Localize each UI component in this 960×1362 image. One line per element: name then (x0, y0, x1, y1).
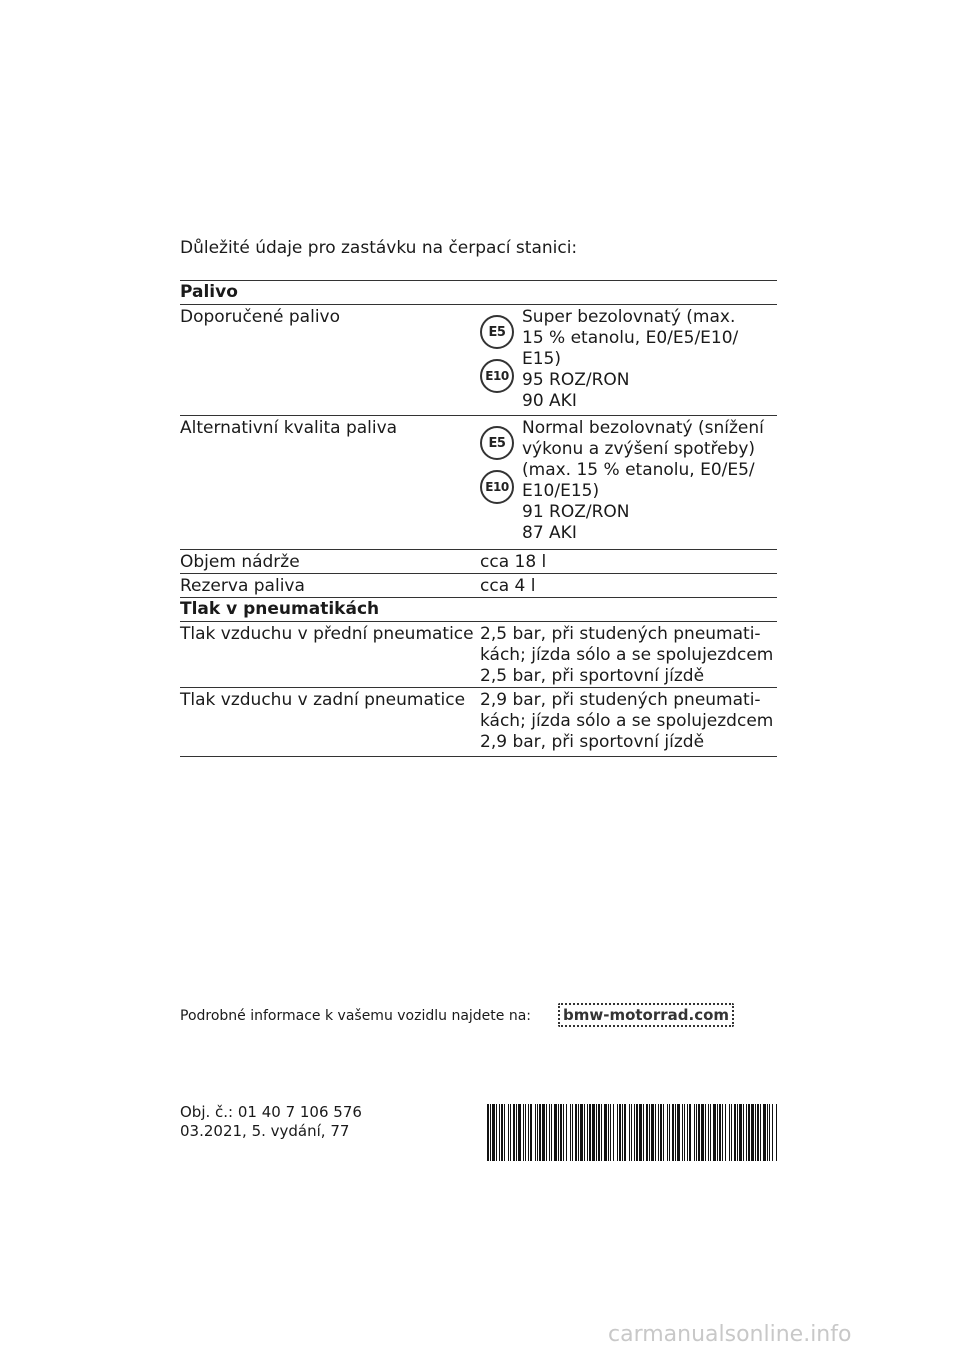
barcode-image (487, 1104, 777, 1161)
barcode-bar (501, 1104, 503, 1161)
barcode-bar (769, 1104, 770, 1161)
text-line: E10/E15) (522, 481, 600, 501)
barcode-bar (725, 1104, 726, 1161)
section-tyre-pressure-title: Tlak v pneumatikách (180, 599, 380, 619)
barcode-bar (739, 1104, 742, 1161)
barcode-bar (580, 1104, 583, 1161)
barcode-bar (622, 1104, 623, 1161)
fuel-reserve-label: Rezerva paliva (180, 576, 305, 596)
barcode-bar (701, 1104, 704, 1161)
barcode-bar (698, 1104, 700, 1161)
barcode-bar (731, 1104, 732, 1161)
e10-fuel-icon: E10 (480, 470, 514, 504)
tank-capacity-label: Objem nádrže (180, 552, 300, 572)
text-line: (max. 15 % etanolu, E0/E5/ (522, 460, 755, 480)
barcode-bar (587, 1104, 588, 1161)
barcode-bar (570, 1104, 571, 1161)
barcode-bar (767, 1104, 768, 1161)
text-line: 90 AKI (522, 391, 577, 411)
fuel-badges (480, 426, 518, 514)
barcode-bar (675, 1104, 676, 1161)
barcode-bar (687, 1104, 688, 1161)
barcode-bar (513, 1104, 515, 1161)
barcode-bar (760, 1104, 761, 1161)
barcode-bar (549, 1104, 550, 1161)
footer-info-text: Podrobné informace k vašemu vozidlu najdete na: (180, 1008, 532, 1024)
barcode-bar (710, 1104, 711, 1161)
barcode-bar (558, 1104, 559, 1161)
barcode-bar (669, 1104, 670, 1161)
tank-capacity-value: cca 18 l (480, 552, 547, 572)
barcode-bar (578, 1104, 579, 1161)
barcode-bar (504, 1104, 505, 1161)
barcode-bar (551, 1104, 552, 1161)
barcode-bar (566, 1104, 567, 1161)
barcode-bar (496, 1104, 497, 1161)
text-line: Normal bezolovnatý (snížení (522, 418, 764, 438)
barcode-bar (629, 1104, 630, 1161)
row-tank-capacity (180, 549, 777, 573)
barcode-bar (734, 1104, 736, 1161)
fuel-badges (480, 315, 518, 403)
barcode-bar (682, 1104, 683, 1161)
barcode-bar (596, 1104, 597, 1161)
barcode-bar (554, 1104, 557, 1161)
recommended-fuel-label: Doporučené palivo (180, 307, 341, 327)
barcode-bar (755, 1104, 756, 1161)
order-info (180, 1103, 362, 1141)
barcode-bar (619, 1104, 621, 1161)
text-line: 2,5 bar, při studených pneumati- (480, 624, 761, 644)
row-fuel-reserve (180, 573, 777, 597)
barcode-bar (667, 1104, 668, 1161)
barcode-bar (487, 1104, 489, 1161)
text-line: kách; jízda sólo a se spolujezdcem (480, 711, 774, 731)
barcode-bar (643, 1104, 644, 1161)
barcode-bar (608, 1104, 609, 1161)
barcode-bar (719, 1104, 721, 1161)
barcode-bar (546, 1104, 547, 1161)
barcode-bar (490, 1104, 491, 1161)
barcode-bar (572, 1104, 573, 1161)
section-fuel (180, 280, 777, 304)
section-fuel-title: Palivo (180, 282, 238, 302)
barcode-bar (525, 1104, 526, 1161)
barcode-bar (523, 1104, 524, 1161)
barcode-bar (518, 1104, 521, 1161)
barcode-bar (713, 1104, 716, 1161)
rear-tyre-value (480, 690, 773, 753)
barcode-bar (604, 1104, 607, 1161)
section-tyre-pressure (180, 597, 777, 621)
barcode-bar (658, 1104, 659, 1161)
barcode-bar (634, 1104, 635, 1161)
barcode-bar (763, 1104, 766, 1161)
barcode-bar (499, 1104, 500, 1161)
text-line: 91 ROZ/RON (522, 502, 630, 522)
recommended-fuel-value (522, 307, 738, 412)
barcode-bar (746, 1104, 747, 1161)
barcode-bar (748, 1104, 750, 1161)
barcode-bar (751, 1104, 754, 1161)
text-line: výkonu a zvýšení spotřeby) (522, 439, 756, 459)
barcode-bar (542, 1104, 545, 1161)
barcode-bar (729, 1104, 730, 1161)
barcode-bar (560, 1104, 562, 1161)
barcode-bar (535, 1104, 536, 1161)
barcode-bar (516, 1104, 517, 1161)
rear-tyre-label: Tlak vzduchu v zadní pneumatice (180, 690, 466, 710)
row-recommended-fuel (180, 304, 777, 415)
barcode-bar (631, 1104, 632, 1161)
barcode-bar (737, 1104, 738, 1161)
barcode-bar (601, 1104, 602, 1161)
text-line: 2,5 bar, při sportovní jízdě (480, 666, 705, 686)
row-front-tyre (180, 621, 777, 687)
e10-fuel-icon: E10 (480, 359, 514, 393)
barcode-bar (717, 1104, 718, 1161)
barcode-bar (646, 1104, 648, 1161)
fuel-info-table (180, 280, 777, 757)
text-line: 2,9 bar, při studených pneumati- (480, 690, 761, 710)
barcode-bar (492, 1104, 495, 1161)
text-line: Super bezolovnatý (max. (522, 307, 736, 327)
text-line: E15) (522, 349, 562, 369)
text-line: 2,9 bar, při sportovní jízdě (480, 732, 705, 752)
barcode-bar (617, 1104, 618, 1161)
barcode-bar (584, 1104, 585, 1161)
barcode-bar (563, 1104, 564, 1161)
barcode-bar (672, 1104, 674, 1161)
alternative-fuel-label: Alternativní kvalita paliva (180, 418, 398, 438)
order-number: Obj. č.: 01 40 7 106 576 (180, 1103, 362, 1121)
barcode-bar (528, 1104, 529, 1161)
barcode-bar (639, 1104, 642, 1161)
barcode-bar (776, 1104, 777, 1161)
watermark-text: carmanualsonline.info (608, 1322, 852, 1347)
fuel-reserve-value: cca 4 l (480, 576, 536, 596)
barcode-bar (708, 1104, 709, 1161)
barcode-bar (589, 1104, 591, 1161)
barcode-bar (539, 1104, 541, 1161)
barcode-bar (660, 1104, 662, 1161)
barcode-bar (684, 1104, 685, 1161)
barcode-bar (757, 1104, 759, 1161)
barcode-bar (772, 1104, 773, 1161)
barcode-bar (537, 1104, 538, 1161)
front-tyre-label: Tlak vzduchu v přední pneumatice (180, 624, 474, 644)
barcode-bar (722, 1104, 723, 1161)
barcode-bar (743, 1104, 744, 1161)
barcode-bar (694, 1104, 695, 1161)
barcode-bar (610, 1104, 611, 1161)
barcode-bar (592, 1104, 595, 1161)
barcode-bar (508, 1104, 509, 1161)
barcode-bar (651, 1104, 654, 1161)
intro-text: Důležité údaje pro zastávku na čerpací stanici: (180, 238, 578, 258)
edition-info: 03.2021, 5. vydání, 77 (180, 1122, 350, 1140)
barcode-bar (677, 1104, 680, 1161)
e5-fuel-icon: E5 (480, 426, 514, 460)
front-tyre-value (480, 624, 773, 687)
barcode-bar (663, 1104, 664, 1161)
barcode-bar (598, 1104, 600, 1161)
barcode-bar (655, 1104, 656, 1161)
e5-fuel-icon: E5 (480, 315, 514, 349)
row-rear-tyre (180, 687, 777, 757)
barcode-bar (636, 1104, 638, 1161)
text-line: kách; jízda sólo a se spolujezdcem (480, 645, 774, 665)
barcode-bar (624, 1104, 626, 1161)
barcode-bar (575, 1104, 577, 1161)
barcode-bar (649, 1104, 650, 1161)
row-alternative-fuel (180, 415, 777, 549)
text-line: 15 % etanolu, E0/E5/E10/ (522, 328, 739, 348)
barcode-bar (705, 1104, 706, 1161)
barcode-bar (696, 1104, 697, 1161)
website-link[interactable]: bmw-motorrad.com (558, 1003, 734, 1027)
text-line: 87 AKI (522, 523, 577, 543)
barcode-bar (689, 1104, 691, 1161)
barcode-bar (530, 1104, 532, 1161)
alternative-fuel-value (522, 418, 764, 544)
text-line: 95 ROZ/RON (522, 370, 630, 390)
barcode-bar (510, 1104, 511, 1161)
barcode-bar (613, 1104, 614, 1161)
